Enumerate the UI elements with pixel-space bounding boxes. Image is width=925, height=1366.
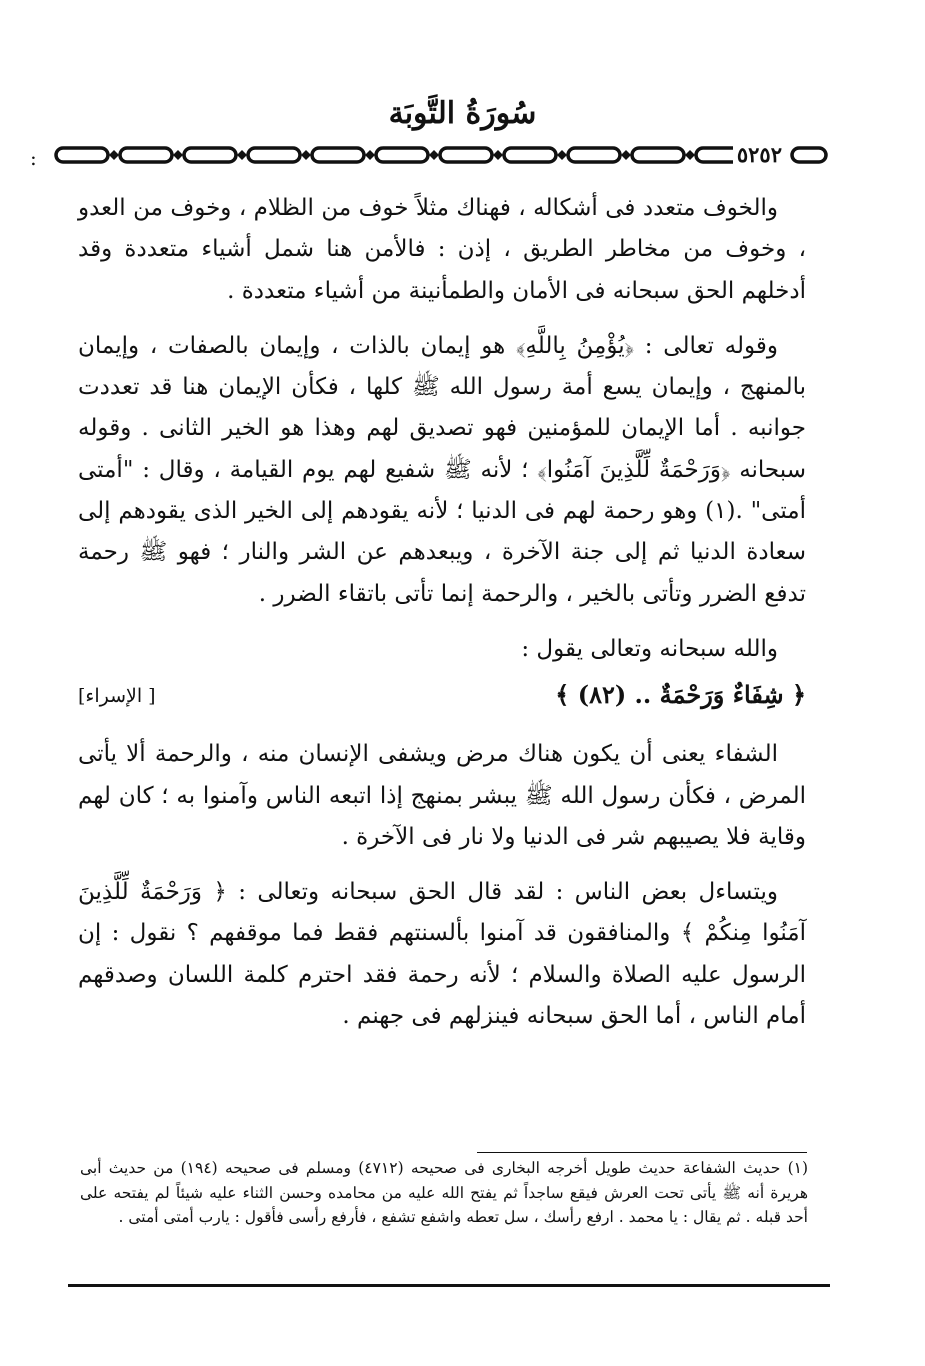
chain-diamond bbox=[685, 150, 695, 160]
chain-diamond bbox=[237, 150, 247, 160]
paragraph-1: والخوف متعدد فى أشكاله ، فهناك مثلاً خوف من الظلام ، وخوف من العدو ، وخوف من مخاطر الطريق ، إذن : فالأمن هنا شمل أشياء متعددة وقد أدخلهم الحق سبحانه فى الأمان والطمأنينة من أشياء متعددة . bbox=[78, 195, 806, 304]
chain-diamond bbox=[429, 150, 439, 160]
chain-link bbox=[440, 148, 492, 162]
margin-mark: : bbox=[30, 146, 37, 170]
main-text bbox=[78, 188, 806, 1051]
page-number: ٥٢٥٢ bbox=[733, 142, 786, 167]
chain-diamond bbox=[493, 150, 503, 160]
chain-link bbox=[632, 148, 684, 162]
chain-diamond bbox=[301, 150, 311, 160]
paragraph-2: وقوله تعالى : ﴿يُؤْمِنُ بِاللَّهِ﴾ هو إيمان بالذات ، وإيمان بالصفات ، وإيمان بالمنهج ، وإيمان يسع أمة رسول الله ﷺ كلها ، فكأن الإيمان هنا قد تعددت جوانبه . أما الإيمان للمؤمنين فهو تصديق لهم وهذا هو الخير الثانى . وقوله سبحانه ﴿وَرَحْمَةٌ لِّلَّذِينَ آمَنُوا﴾ ؛ لأنه ﷺ شفيع لهم يوم القيامة ، وقال : "أمتى أمتى" .(١) وهو رحمة لهم فى الدنيا ؛ لأنه يقودهم إلى الخير الذى يقودهم إلى سعادة الدنيا ثم إلى جنة الآخرة ، ويبعدهم عن الشر والنار ؛ فهو ﷺ رحمة تدفع الضرر وتأتى بالخير ، والرحمة إنما تأتى باتقاء الضرر . bbox=[78, 332, 806, 607]
chain-link bbox=[120, 148, 172, 162]
chain-diamond bbox=[557, 150, 567, 160]
verse-text: ﴿ شِفَاءٌ وَرَحْمَةٌ .. (٨٢) ﴾ bbox=[555, 680, 806, 710]
chain-link bbox=[248, 148, 300, 162]
footnote-1: (١) حديث الشفاعة حديث طويل أخرجه البخارى فى صحيحه (٤٧١٢) ومسلم فى صحيحه (١٩٤) من حديث أبى هريرة أنه ﷺ يأتى تحت العرش فيقع ساجداً ثم يفتح الله عليه من محامده وحسن الثناء عليه شيئاً لم يفتحه على أحد قبله . ثم يقال : يا محمد . ارفع رأسك ، سل تعطه واشفع تشفع ، فأرفع رأسى فأقول : يارب أمتى أمتى . bbox=[80, 1159, 809, 1226]
chain-link bbox=[792, 148, 826, 162]
chain-link bbox=[504, 148, 556, 162]
chain-link bbox=[56, 148, 108, 162]
chain-link bbox=[312, 148, 364, 162]
chain-link bbox=[376, 148, 428, 162]
chain-diamond bbox=[173, 150, 183, 160]
bottom-rule bbox=[68, 1284, 830, 1287]
chain-ornament-icon bbox=[50, 142, 830, 172]
chain-diamond bbox=[109, 150, 119, 160]
paragraph-5: ويتساءل بعض الناس : لقد قال الحق سبحانه وتعالى : ﴿ وَرَحْمَةٌ لِّلَّذِينَ آمَنُوا مِنكُمْ ﴾ والمنافقون قد آمنوا بألسنتهم فقط فما موقفهم ؟ نقول : إن الرسول عليه الصلاة والسلام ؛ لأنه رحمة فقد احترم كلمة اللسان وصدقهم أمام الناس ، أما الحق سبحانه فينزلهم فى جهنم . bbox=[78, 879, 806, 1030]
chain-diamond bbox=[365, 150, 375, 160]
footnotes bbox=[80, 1156, 808, 1230]
ornamental-header-band bbox=[50, 142, 830, 172]
chain-link bbox=[184, 148, 236, 162]
quran-verse bbox=[78, 674, 806, 718]
chain-diamond bbox=[621, 150, 631, 160]
paragraph-4: الشفاء يعنى أن يكون هناك مرض ويشفى الإنسان منه ، والرحمة ألا يأتى المرض ، فكأن رسول الله ﷺ يبشر بمنهج إذا اتبعه الناس وآمنوا به ؛ كان لهم وقاية فلا يصيبهم شر فى الدنيا ولا نار فى الآخرة . bbox=[78, 741, 806, 850]
surah-title: سُورَةُ التَّوبَة bbox=[388, 96, 537, 131]
chain-link bbox=[568, 148, 620, 162]
footnote-separator bbox=[477, 1152, 807, 1153]
verse-reference: [ الإسراء] bbox=[78, 685, 156, 708]
paragraph-3: والله سبحانه وتعالى يقول : bbox=[521, 635, 778, 662]
